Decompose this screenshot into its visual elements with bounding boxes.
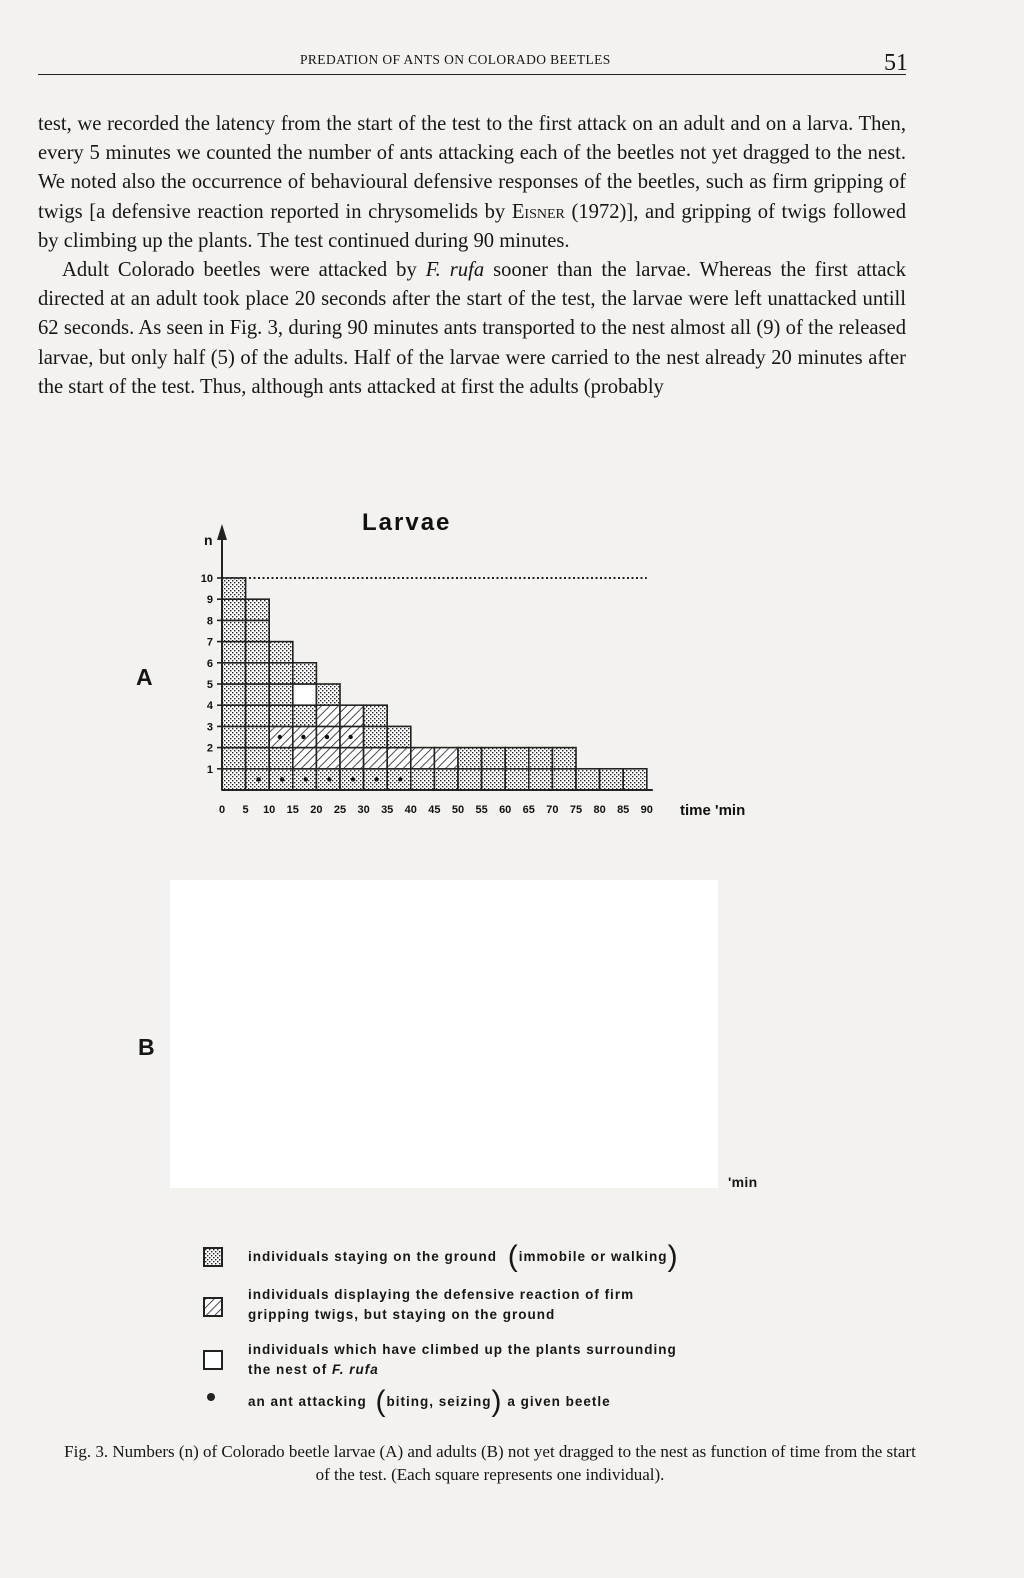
bar-cell	[246, 705, 270, 726]
bar-cell	[222, 726, 246, 747]
bar-cell	[434, 769, 458, 790]
bar-cell	[222, 705, 246, 726]
bar-cell	[269, 642, 293, 663]
bar-cell	[623, 769, 647, 790]
bar-cell	[552, 748, 576, 769]
bar-cell	[222, 684, 246, 705]
x-tick-label: 65	[522, 804, 535, 816]
species-name: F. rufa	[425, 259, 485, 282]
bar-cell	[246, 663, 270, 684]
bar-cell	[316, 748, 340, 769]
bar-cell	[552, 769, 576, 790]
bar-cell	[340, 705, 364, 726]
bar-cell	[458, 748, 482, 769]
author-eisner: Eisner	[511, 200, 565, 223]
x-tick-label: 50	[451, 804, 465, 816]
legend-ant-note: biting, seizing	[386, 1394, 492, 1409]
panel-a-letter: A	[136, 664, 153, 690]
y-tick-label: 5	[206, 679, 213, 691]
y-axis-label: n	[204, 532, 213, 548]
x-axis-label: time 'min	[680, 802, 746, 819]
bar-cell	[364, 748, 388, 769]
bar-cell	[434, 748, 458, 769]
legend-ground-icon	[203, 1247, 223, 1267]
bar-cell	[316, 684, 340, 705]
x-tick-label: 0	[218, 804, 226, 816]
bar-cell	[246, 620, 270, 641]
x-tick-label: 75	[569, 804, 583, 816]
legend-climbed-line2	[248, 1360, 677, 1380]
p1-text-b: (1972)], and gripping of twigs followed by climbing up the plants. The test continued during 90 minutes.	[38, 200, 906, 252]
bar-cell	[576, 769, 600, 790]
bar-cell	[387, 748, 411, 769]
panel-b-area	[170, 880, 718, 1188]
y-tick-label: 8	[206, 615, 213, 628]
ant-dot	[327, 777, 331, 781]
bar-cell	[505, 769, 529, 790]
ant-dot	[348, 735, 352, 739]
legend-climbed-icon	[203, 1350, 223, 1370]
legend-climbed-label	[248, 1340, 677, 1380]
x-tick-label: 55	[475, 804, 488, 816]
panel-b-letter: B	[138, 1034, 155, 1060]
legend-defensive-icon	[203, 1297, 223, 1317]
bar-cell	[340, 748, 364, 769]
x-tick-label: 45	[428, 804, 441, 816]
bar-cell	[411, 748, 435, 769]
bar-cell	[387, 726, 411, 747]
y-tick-label: 6	[206, 657, 213, 670]
running-head-title: PREDATION OF ANTS ON COLORADO BEETLES	[300, 52, 611, 67]
legend-ground-note: immobile or walking	[518, 1249, 668, 1264]
ant-dot	[351, 777, 355, 781]
bar-cell	[293, 748, 317, 769]
legend-ant-label: an ant attacking (biting, seizing) a given beetle	[248, 1385, 611, 1418]
x-tick-label: 25	[333, 804, 347, 816]
y-tick-label: 1	[206, 763, 213, 776]
y-axis-arrow	[217, 524, 227, 540]
x-tick-label: 35	[381, 804, 394, 816]
p2-text-a: Adult Colorado beetles were attacked by	[62, 259, 426, 282]
x-tick-label: 70	[546, 804, 559, 816]
y-tick-label: 10	[200, 573, 213, 585]
x-tick-label: 40	[404, 804, 417, 816]
legend-ant-text-a: an ant attacking	[248, 1394, 367, 1409]
ant-dot	[304, 777, 308, 781]
ant-dot	[280, 777, 284, 781]
legend-defensive-line1: individuals displaying the defensive reaction of firm	[248, 1287, 635, 1302]
ant-dot	[278, 735, 282, 739]
bar-cell	[222, 578, 246, 599]
ant-dot	[374, 777, 378, 781]
ant-dot	[256, 777, 260, 781]
bar-cell	[246, 599, 270, 620]
bar-cell	[246, 748, 270, 769]
x-tick-label: 15	[286, 804, 299, 816]
x-tick-label: 80	[593, 804, 606, 816]
ant-dot	[325, 735, 329, 739]
bar-cell	[269, 684, 293, 705]
bar-cell	[246, 642, 270, 663]
bar-cell	[458, 769, 482, 790]
ant-dot	[301, 735, 305, 739]
bar-cell	[269, 748, 293, 769]
y-tick-label: 3	[206, 721, 213, 734]
bar-cell	[246, 726, 270, 747]
bar-cell	[222, 748, 246, 769]
bar-cell	[246, 684, 270, 705]
bar-cell	[316, 705, 340, 726]
legend-defensive-label	[248, 1285, 634, 1325]
legend-ground-label: individuals staying on the ground (immobile or walking)	[248, 1240, 679, 1273]
bar-cell	[529, 769, 553, 790]
x-tick-label: 30	[357, 804, 370, 816]
bar-cell	[482, 769, 506, 790]
p2-text-b: sooner than the larvae. Whereas the first attack directed at an adult took place 20 seconds after the start of the test, the larvae were left unattacked untill 62 seconds. As seen in Fig. 3, during 90 minutes ants transported to the nest almost all (9) of the released larvae, but only half (5) of the adults. Half of the larvae were carried to the nest already 20 minutes after the start of the test. Thus, although ants attacked at first the adults (probably	[38, 259, 906, 398]
bar-cell	[482, 748, 506, 769]
bar-cell	[364, 705, 388, 726]
bar-cell	[411, 769, 435, 790]
y-tick-label: 2	[206, 742, 213, 755]
bar-cell	[269, 663, 293, 684]
ant-dot	[398, 777, 402, 781]
legend-climbed-line2-text: the nest of	[248, 1362, 333, 1377]
bar-cell	[600, 769, 624, 790]
bar-cell	[505, 748, 529, 769]
bar-cell	[364, 726, 388, 747]
bar-cell	[222, 642, 246, 663]
figure-caption: Fig. 3. Numbers (n) of Colorado beetle larvae (A) and adults (B) not yet dragged to the nest as function of time from the start of the test. (Each square represents one individual).	[64, 1442, 916, 1484]
legend-ant-text-b: a given beetle	[507, 1394, 611, 1409]
y-tick-label: 9	[206, 594, 213, 607]
legend-ant-dot-icon	[207, 1393, 215, 1401]
x-tick-label: 20	[310, 804, 323, 816]
x-tick-label: 85	[617, 804, 630, 816]
page-number: 51	[884, 50, 908, 76]
legend-defensive-line2: gripping twigs, but staying on the ground	[248, 1307, 556, 1322]
bar-cell	[269, 705, 293, 726]
x-tick-label: 60	[499, 804, 512, 816]
bar-cell	[293, 705, 317, 726]
bar-cell	[529, 748, 553, 769]
y-tick-label: 7	[206, 636, 213, 649]
legend-ground-text: individuals staying on the ground	[248, 1249, 498, 1264]
panel-b-axis-unit: 'min	[728, 1174, 758, 1190]
bar-cell	[293, 663, 317, 684]
bar-cell	[222, 663, 246, 684]
legend-climbed-line1: individuals which have climbed up the plants surrounding	[248, 1342, 677, 1357]
chart-title: Larvae	[362, 509, 452, 536]
y-tick-label: 4	[206, 700, 213, 713]
x-tick-label: 5	[242, 804, 249, 816]
bar-cell	[222, 599, 246, 620]
bar-cell	[222, 769, 246, 790]
bar-cell	[222, 620, 246, 641]
x-tick-label: 10	[263, 804, 276, 816]
x-tick-label: 90	[640, 804, 653, 816]
legend-climbed-species: F. rufa	[332, 1362, 379, 1377]
bar-cell	[293, 684, 317, 705]
p1-text-a: test, we recorded the latency from the start of the test to the first attack on an adult and on a larva. Then, every 5 minutes we counted the number of ants attacking each of the beetles not yet dragged to the nest. We noted also the occurrence of behavioural defensive responses of the beetles, such as firm gripping of twigs [a defensive reaction reported in chrysomelids by	[38, 113, 906, 223]
